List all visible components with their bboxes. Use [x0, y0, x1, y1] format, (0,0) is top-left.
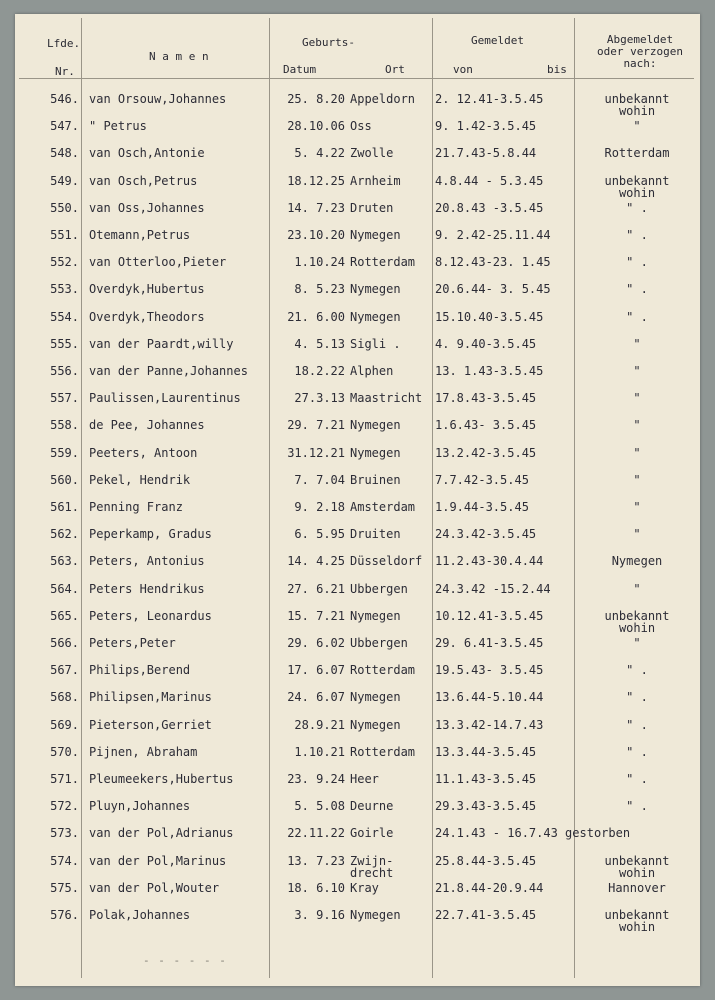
deregistered-to: unbekannt [604, 173, 670, 188]
birth-place: Nymegen [350, 228, 401, 242]
header-abgemeldet: Abgemeldet [606, 33, 674, 46]
birth-place: Rotterdam [350, 255, 416, 270]
table-row [15, 528, 700, 555]
registered-period: 19.5.43- 3.5.45 [435, 663, 544, 678]
deregistered-to: " . [626, 717, 648, 732]
person-name: Peeters, Antoon [89, 445, 198, 460]
deregistered-to: " [633, 500, 641, 514]
deregistered-to: Nymegen [611, 554, 663, 569]
birth-date: 31.12.21 [287, 445, 345, 460]
person-name: Philipsen,Marinus [89, 690, 212, 705]
birth-date: 4. 5.13 [294, 336, 345, 351]
registered-period: 13. 1.43-3.5.45 [435, 364, 544, 378]
person-name: Pleumeekers,Hubertus [89, 772, 234, 786]
registered-period: 15.10.40-3.5.45 [435, 309, 544, 324]
deregistered-to: " [633, 445, 641, 460]
birth-date: 13. 7.23 [287, 853, 345, 868]
birth-date: 5. 4.22 [294, 146, 345, 161]
deregistered-to-line2: wohin [618, 920, 656, 934]
table-row [15, 637, 700, 664]
header-datum: Datum [283, 63, 317, 76]
deregistered-to: " . [626, 744, 648, 759]
person-name: Peters,Peter [89, 636, 176, 650]
registered-period: 10.12.41-3.5.45 [435, 608, 544, 623]
entry-number: 576. [50, 908, 79, 922]
deregistered-to: " [633, 581, 641, 596]
entry-number: 562. [50, 527, 79, 542]
registered-period: 24.3.42 -15.2.44 [435, 581, 551, 596]
birth-place: Amsterdam [350, 500, 416, 514]
table-row [15, 474, 700, 501]
table-row [15, 202, 700, 229]
entry-number: 561. [50, 500, 79, 514]
table-row [15, 120, 700, 147]
registered-period: 24.1.43 - 16.7.43 gestorben [435, 826, 631, 841]
birth-place: Sigli . [350, 336, 401, 351]
deregistered-to: " [633, 472, 641, 487]
registered-period: 4.8.44 - 5.3.45 [435, 173, 544, 188]
entry-number: 563. [50, 554, 79, 569]
table-row [15, 855, 700, 882]
table-row [15, 664, 700, 691]
entry-number: 554. [50, 309, 79, 324]
table-row [15, 827, 700, 854]
entry-number: 574. [50, 853, 79, 868]
registered-period: 11.1.43-3.5.45 [435, 772, 537, 786]
person-name: de Pee, Johannes [89, 418, 205, 433]
person-name: van der Paardt,willy [89, 336, 234, 351]
person-name: Peters, Antonius [89, 554, 205, 569]
deregistered-to-line2: wohin [618, 865, 656, 880]
birth-date: 22.11.22 [287, 826, 345, 841]
birth-place: Nymegen [350, 445, 401, 460]
birth-date: 23. 9.24 [287, 772, 345, 786]
deregistered-to: unbekannt [604, 908, 670, 922]
birth-place: Zwolle [350, 146, 394, 161]
table-row [15, 909, 700, 936]
birth-date: 27. 6.21 [287, 581, 345, 596]
deregistered-to: " [633, 391, 641, 406]
table-row [15, 719, 700, 746]
entry-number: 575. [50, 880, 79, 895]
birth-place: Ubbergen [350, 581, 408, 596]
table-row [15, 419, 700, 446]
person-name: van Osch,Petrus [89, 173, 198, 188]
entry-number: 569. [50, 717, 79, 732]
entry-number: 571. [50, 772, 79, 786]
registered-period: 9. 1.42-3.5.45 [435, 119, 537, 134]
register-page [15, 14, 700, 986]
registered-period: 7.7.42-3.5.45 [435, 472, 529, 487]
person-name: Otemann,Petrus [89, 228, 191, 242]
birth-place: Deurne [350, 799, 394, 814]
table-row [15, 746, 700, 773]
registered-period: 29. 6.41-3.5.45 [435, 636, 544, 650]
birth-date: 17. 6.07 [287, 663, 345, 678]
deregistered-to: " [633, 418, 641, 433]
header-geburts: Geburts- [302, 36, 355, 49]
birth-place: Maastricht [350, 391, 423, 406]
header-lfde: Lfde. [47, 37, 81, 50]
birth-place: Ubbergen [350, 636, 408, 650]
deregistered-to: Rotterdam [604, 146, 670, 161]
registered-period: 25.8.44-3.5.45 [435, 853, 537, 868]
birth-place: Bruinen [350, 472, 401, 487]
birth-place: Appeldorn [350, 92, 416, 106]
header-von: von [453, 63, 473, 76]
birth-date: 6. 5.95 [294, 527, 345, 542]
person-name: Philips,Berend [89, 663, 191, 678]
table-row [15, 583, 700, 610]
entry-number: 564. [50, 581, 79, 596]
birth-place: Oss [350, 119, 372, 134]
person-name: van der Pol,Adrianus [89, 826, 234, 841]
entry-number: 557. [50, 391, 79, 406]
person-name: van der Pol,Wouter [89, 880, 220, 895]
entry-number: 566. [50, 636, 79, 650]
birth-place: Druten [350, 200, 394, 215]
registered-period: 2. 12.41-3.5.45 [435, 92, 544, 106]
entry-number: 546. [50, 92, 79, 106]
birth-date: 1.10.24 [294, 255, 345, 270]
birth-date: 9. 2.18 [294, 500, 345, 514]
registered-period: 17.8.43-3.5.45 [435, 391, 537, 406]
header-namen: N a m e n [149, 50, 209, 63]
person-name: van der Pol,Marinus [89, 853, 227, 868]
birth-place: Arnheim [350, 173, 401, 188]
registered-period: 1.6.43- 3.5.45 [435, 418, 537, 433]
person-name: Overdyk,Theodors [89, 309, 205, 324]
entry-number: 568. [50, 690, 79, 705]
entry-number: 547. [50, 119, 79, 134]
deregistered-to-line2: wohin [618, 104, 656, 118]
table-row [15, 773, 700, 800]
table-row [15, 311, 700, 338]
table-row [15, 229, 700, 256]
birth-place: Rotterdam [350, 663, 416, 678]
person-name: Pekel, Hendrik [89, 472, 191, 487]
person-name: van Orsouw,Johannes [89, 92, 227, 106]
person-name: Peters Hendrikus [89, 581, 205, 596]
deregistered-to: " . [626, 200, 648, 215]
deregistered-to: " . [626, 663, 648, 678]
person-name: Pijnen, Abraham [89, 744, 198, 759]
birth-place: Nymegen [350, 418, 401, 433]
entry-number: 549. [50, 173, 79, 188]
deregistered-to: unbekannt [604, 92, 670, 106]
registered-period: 9. 2.42-25.11.44 [435, 228, 551, 242]
deregistered-to: " . [626, 228, 648, 242]
table-row [15, 392, 700, 419]
person-name: Peperkamp, Gradus [89, 527, 212, 542]
table-row [15, 147, 700, 174]
entry-number: 560. [50, 472, 79, 487]
registered-period: 20.6.44- 3. 5.45 [435, 282, 551, 297]
birth-date: 15. 7.21 [287, 608, 345, 623]
table-row [15, 256, 700, 283]
table-row [15, 283, 700, 310]
person-name: " Petrus [89, 119, 147, 134]
table-row [15, 501, 700, 528]
birth-date: 25. 8.20 [287, 92, 345, 106]
entry-number: 559. [50, 445, 79, 460]
birth-place: Rotterdam [350, 744, 416, 759]
table-row [15, 610, 700, 637]
birth-place: Zwijn- [350, 853, 394, 868]
person-name: van der Panne,Johannes [89, 364, 248, 378]
entry-number: 570. [50, 744, 79, 759]
header-bis: bis [547, 63, 567, 76]
table-row [15, 555, 700, 582]
person-name: Pluyn,Johannes [89, 799, 191, 814]
header-gemeldet: Gemeldet [471, 34, 524, 47]
table-row [15, 175, 700, 202]
entry-number: 556. [50, 364, 79, 378]
header-ort: Ort [385, 63, 405, 76]
birth-place: Heer [350, 772, 379, 786]
entry-number: 565. [50, 608, 79, 623]
birth-place: Nymegen [350, 690, 401, 705]
entry-number: 558. [50, 418, 79, 433]
registered-period: 21.8.44-20.9.44 [435, 880, 544, 895]
birth-place-line2: drecht [350, 865, 394, 880]
registered-period: 24.3.42-3.5.45 [435, 527, 537, 542]
deregistered-to: unbekannt [604, 608, 670, 623]
entry-number: 572. [50, 799, 79, 814]
person-name: van Osch,Antonie [89, 146, 205, 161]
birth-place: Goirle [350, 826, 394, 841]
registered-period: 1.9.44-3.5.45 [435, 500, 529, 514]
birth-date: 21. 6.00 [287, 309, 345, 324]
table-row [15, 365, 700, 392]
birth-date: 29. 6.02 [287, 636, 345, 650]
entry-number: 567. [50, 663, 79, 678]
person-name: Peters, Leonardus [89, 608, 212, 623]
registered-period: 13.3.44-3.5.45 [435, 744, 537, 759]
deregistered-to: " [633, 364, 641, 378]
table-row [15, 800, 700, 827]
person-name: Paulissen,Laurentinus [89, 391, 241, 406]
person-name: Polak,Johannes [89, 908, 191, 922]
birth-date: 14. 7.23 [287, 200, 345, 215]
registered-period: 13.6.44-5.10.44 [435, 690, 544, 705]
deregistered-to-line2: wohin [618, 185, 656, 200]
person-name: van Otterloo,Pieter [89, 255, 227, 270]
birth-place: Nymegen [350, 908, 401, 922]
table-row [15, 691, 700, 718]
birth-place: Nymegen [350, 309, 401, 324]
header-divider [19, 78, 694, 79]
registered-period: 29.3.43-3.5.45 [435, 799, 537, 814]
registered-period: 20.8.43 -3.5.45 [435, 200, 544, 215]
birth-date: 18.12.25 [287, 173, 345, 188]
birth-date: 5. 5.08 [294, 799, 345, 814]
birth-date: 8. 5.23 [294, 282, 345, 297]
birth-date: 28.10.06 [287, 119, 345, 134]
header-verzogen: oder verzogen [596, 45, 684, 58]
entry-number: 553. [50, 282, 79, 297]
birth-date: 3. 9.16 [294, 908, 345, 922]
header-nach: nach: [623, 57, 657, 70]
entry-number: 573. [50, 826, 79, 841]
birth-date: 27.3.13 [294, 391, 345, 406]
deregistered-to-line2: wohin [618, 620, 656, 635]
entry-number: 552. [50, 255, 79, 270]
deregistered-to: Hannover [608, 880, 666, 895]
birth-date: 23.10.20 [287, 228, 345, 242]
birth-place: Düsseldorf [350, 554, 423, 569]
registered-period: 13.3.42-14.7.43 [435, 717, 544, 732]
deregistered-to: unbekannt [604, 853, 670, 868]
birth-place: Nymegen [350, 282, 401, 297]
birth-date: 7. 7.04 [294, 472, 345, 487]
registered-period: 4. 9.40-3.5.45 [435, 336, 537, 351]
deregistered-to: " . [626, 772, 648, 786]
entry-number: 550. [50, 200, 79, 215]
person-name: van Oss,Johannes [89, 200, 205, 215]
end-marker: - - - - - - [143, 954, 227, 967]
birth-place: Kray [350, 880, 379, 895]
deregistered-to: " [633, 527, 641, 542]
person-name: Pieterson,Gerriet [89, 717, 212, 732]
birth-date: 18. 6.10 [287, 880, 345, 895]
entry-number: 555. [50, 336, 79, 351]
birth-place: Nymegen [350, 717, 401, 732]
table-row [15, 882, 700, 909]
table-row [15, 338, 700, 365]
registered-period: 8.12.43-23. 1.45 [435, 255, 551, 270]
header-nr: Nr. [55, 65, 75, 78]
registered-period: 13.2.42-3.5.45 [435, 445, 537, 460]
deregistered-to: " [633, 336, 641, 351]
registered-period: 21.7.43-5.8.44 [435, 146, 537, 161]
birth-date: 29. 7.21 [287, 418, 345, 433]
birth-date: 24. 6.07 [287, 690, 345, 705]
deregistered-to: " [633, 119, 641, 134]
table-row [15, 93, 700, 120]
registered-period: 22.7.41-3.5.45 [435, 908, 537, 922]
birth-date: 14. 4.25 [287, 554, 345, 569]
deregistered-to: " . [626, 690, 648, 705]
entry-number: 548. [50, 146, 79, 161]
entry-number: 551. [50, 228, 79, 242]
person-name: Penning Franz [89, 500, 183, 514]
birth-date: 28.9.21 [294, 717, 345, 732]
table-row [15, 447, 700, 474]
deregistered-to: " [633, 636, 641, 650]
birth-date: 18.2.22 [294, 364, 345, 378]
deregistered-to: " . [626, 309, 648, 324]
deregistered-to: " . [626, 255, 648, 270]
birth-date: 1.10.21 [294, 744, 345, 759]
deregistered-to: " . [626, 282, 648, 297]
deregistered-to: " . [626, 799, 648, 814]
birth-place: Nymegen [350, 608, 401, 623]
registered-period: 11.2.43-30.4.44 [435, 554, 544, 569]
person-name: Overdyk,Hubertus [89, 282, 205, 297]
birth-place: Alphen [350, 364, 394, 378]
birth-place: Druiten [350, 527, 401, 542]
